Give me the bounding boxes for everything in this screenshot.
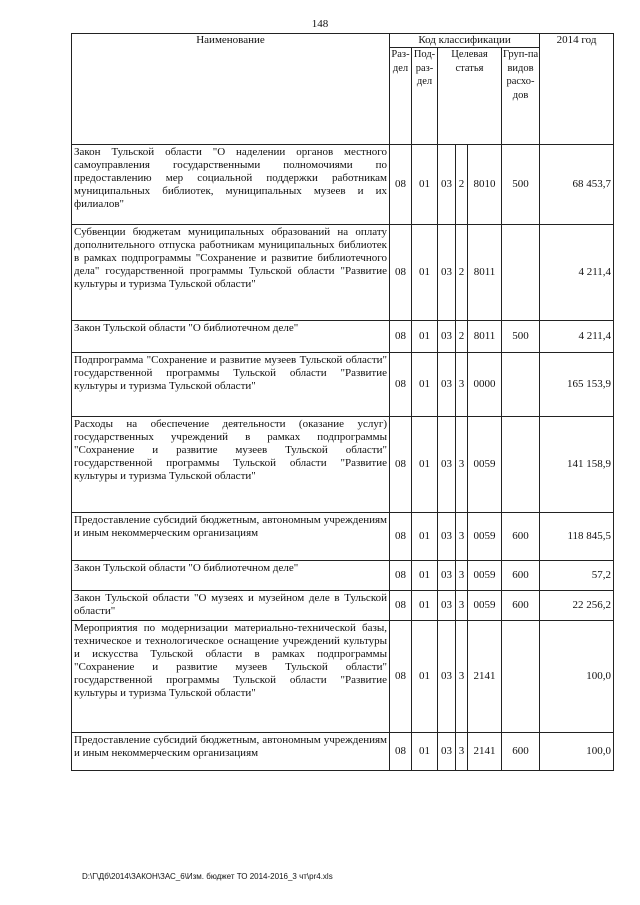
row-amount: 100,0 xyxy=(540,733,614,771)
row-target-part3: 2141 xyxy=(468,621,502,733)
row-target-part1: 03 xyxy=(438,145,456,225)
row-subsection: 01 xyxy=(412,561,438,591)
header-expense-group: Груп-па видов расхо-дов xyxy=(502,48,540,145)
row-subsection: 01 xyxy=(412,591,438,621)
row-target-part1: 03 xyxy=(438,513,456,561)
row-target-part3: 8011 xyxy=(468,225,502,321)
row-amount: 118 845,5 xyxy=(540,513,614,561)
row-target-part3: 2141 xyxy=(468,733,502,771)
row-target-part3: 0059 xyxy=(468,417,502,513)
row-name: Субвенции бюджетам муниципальных образований на оплату дополнительного отпуска работникам муниципальных библиотек в рамках подпрограммы "Сохранение и развитие библиотечного дела" государственной программы Тульской области "Развитие культуры и туризма Тульской области" xyxy=(72,225,390,321)
table-row xyxy=(72,513,614,561)
row-expense-group: 600 xyxy=(502,591,540,621)
row-name: Закон Тульской области "О музеях и музейном деле в Тульской области" xyxy=(72,591,390,621)
file-path-footer: D:\Г\Дб\2014\ЗАКОН\ЗАС_6\Изм. бюджет ТО 2014-2016_3 чт\pr4.xls xyxy=(82,872,333,881)
row-target-part2: 2 xyxy=(456,225,468,321)
row-amount: 165 153,9 xyxy=(540,353,614,417)
table-row xyxy=(72,225,614,321)
row-name: Закон Тульской области "О библиотечном деле" xyxy=(72,561,390,591)
row-section: 08 xyxy=(390,733,412,771)
table-row xyxy=(72,591,614,621)
row-target-part3: 0059 xyxy=(468,591,502,621)
row-target-part2: 3 xyxy=(456,591,468,621)
row-expense-group: 600 xyxy=(502,733,540,771)
row-expense-group xyxy=(502,353,540,417)
row-target-part2: 3 xyxy=(456,353,468,417)
row-target-part2: 3 xyxy=(456,417,468,513)
row-section: 08 xyxy=(390,353,412,417)
header-target-item: Целевая статья xyxy=(438,48,502,145)
header-subsection: Под-раз-дел xyxy=(412,48,438,145)
row-name: Расходы на обеспечение деятельности (оказание услуг) государственных учреждений в рамках подпрограммы "Сохранение и развитие музеев Тульской области" государственной программы Тульской области "Развитие культуры и туризма Тульской области" xyxy=(72,417,390,513)
row-subsection: 01 xyxy=(412,621,438,733)
table-row xyxy=(72,561,614,591)
row-subsection: 01 xyxy=(412,145,438,225)
row-name: Мероприятия по модернизации материально-технической базы, техническое и технологическое оснащение учреждений культуры и искусства Тульской области в рамках подпрограммы "Сохранение и развитие музеев Тульской области" государственной программы Тульской области "Развитие культуры и туризма Тульской области" xyxy=(72,621,390,733)
row-target-part1: 03 xyxy=(438,225,456,321)
row-section: 08 xyxy=(390,321,412,353)
table-row xyxy=(72,353,614,417)
row-section: 08 xyxy=(390,621,412,733)
row-target-part3: 0000 xyxy=(468,353,502,417)
row-subsection: 01 xyxy=(412,417,438,513)
row-section: 08 xyxy=(390,417,412,513)
row-amount: 100,0 xyxy=(540,621,614,733)
header-name: Наименование xyxy=(72,34,390,145)
row-target-part1: 03 xyxy=(438,417,456,513)
row-section: 08 xyxy=(390,145,412,225)
row-subsection: 01 xyxy=(412,353,438,417)
table-row xyxy=(72,321,614,353)
row-target-part3: 8011 xyxy=(468,321,502,353)
row-expense-group xyxy=(502,621,540,733)
page-number: 148 xyxy=(311,18,329,30)
row-expense-group xyxy=(502,417,540,513)
table-row xyxy=(72,145,614,225)
row-name: Предоставление субсидий бюджетным, автономным учреждениям и иным некоммерческим организациям xyxy=(72,733,390,771)
row-subsection: 01 xyxy=(412,513,438,561)
row-amount: 4 211,4 xyxy=(540,321,614,353)
row-amount: 141 158,9 xyxy=(540,417,614,513)
row-amount: 68 453,7 xyxy=(540,145,614,225)
row-expense-group xyxy=(502,225,540,321)
row-subsection: 01 xyxy=(412,321,438,353)
header-section: Раз-дел xyxy=(390,48,412,145)
row-target-part3: 0059 xyxy=(468,561,502,591)
row-section: 08 xyxy=(390,591,412,621)
budget-table xyxy=(71,33,614,771)
header-year: 2014 год xyxy=(540,34,614,145)
row-target-part2: 3 xyxy=(456,733,468,771)
row-target-part1: 03 xyxy=(438,621,456,733)
row-target-part1: 03 xyxy=(438,353,456,417)
row-section: 08 xyxy=(390,513,412,561)
row-expense-group: 600 xyxy=(502,513,540,561)
row-target-part1: 03 xyxy=(438,733,456,771)
table-row xyxy=(72,417,614,513)
row-expense-group: 600 xyxy=(502,561,540,591)
row-subsection: 01 xyxy=(412,225,438,321)
row-target-part2: 3 xyxy=(456,513,468,561)
row-name: Предоставление субсидий бюджетным, автономным учреждениям и иным некоммерческим организациям xyxy=(72,513,390,561)
row-target-part2: 3 xyxy=(456,621,468,733)
row-amount: 4 211,4 xyxy=(540,225,614,321)
header-code-group: Код классификации xyxy=(390,34,540,48)
table-row xyxy=(72,733,614,771)
row-amount: 57,2 xyxy=(540,561,614,591)
row-target-part3: 0059 xyxy=(468,513,502,561)
row-name: Закон Тульской области "О библиотечном деле" xyxy=(72,321,390,353)
row-section: 08 xyxy=(390,225,412,321)
row-expense-group: 500 xyxy=(502,321,540,353)
row-target-part1: 03 xyxy=(438,321,456,353)
row-expense-group: 500 xyxy=(502,145,540,225)
row-target-part1: 03 xyxy=(438,591,456,621)
row-target-part2: 2 xyxy=(456,145,468,225)
row-target-part2: 2 xyxy=(456,321,468,353)
row-subsection: 01 xyxy=(412,733,438,771)
row-name: Закон Тульской области "О наделении органов местного самоуправления государственными полномочиями по предоставлению мер социальной поддержки работникам муниципальных библиотек, муниципальных музеев и их филиалов" xyxy=(72,145,390,225)
row-target-part2: 3 xyxy=(456,561,468,591)
table-row xyxy=(72,621,614,733)
row-target-part1: 03 xyxy=(438,561,456,591)
row-name: Подпрограмма "Сохранение и развитие музеев Тульской области" государственной программы Тульской области "Развитие культуры и туризма Тульской области" xyxy=(72,353,390,417)
row-target-part3: 8010 xyxy=(468,145,502,225)
row-amount: 22 256,2 xyxy=(540,591,614,621)
row-section: 08 xyxy=(390,561,412,591)
